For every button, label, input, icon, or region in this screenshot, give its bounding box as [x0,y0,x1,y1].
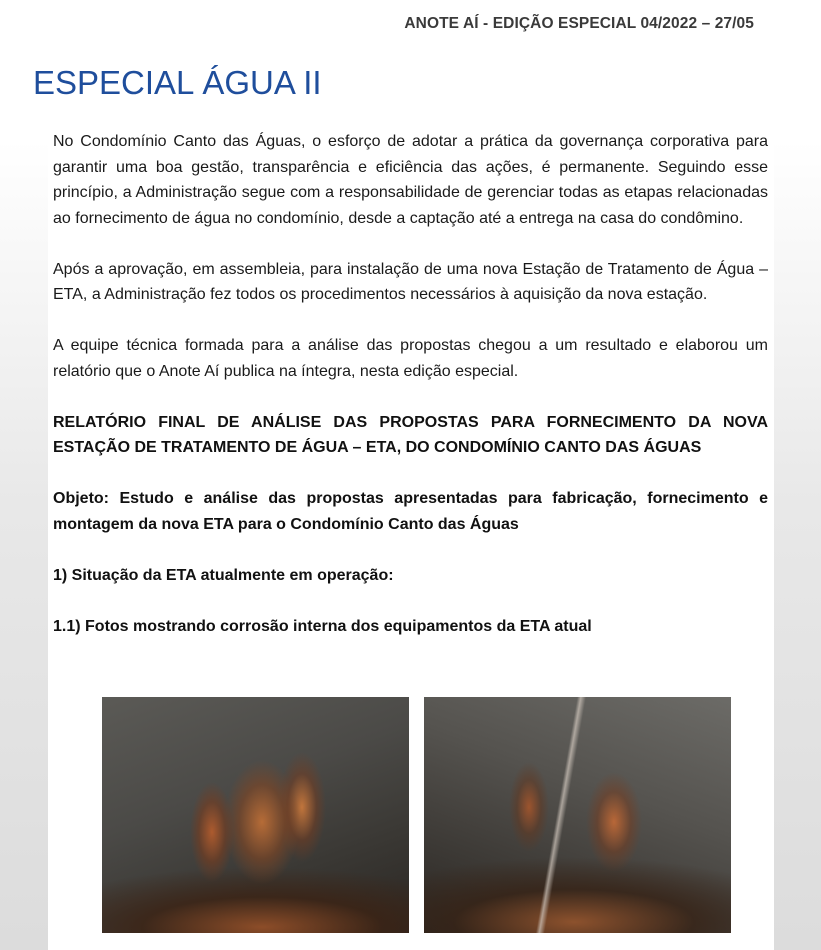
corrosion-photos [102,697,731,933]
page-title: ESPECIAL ÁGUA II [33,64,322,101]
intro-paragraph-3: A equipe técnica formada para a análise das propostas chegou a um resultado e elaborou um relatório que o Anote Aí publica na íntegra, nesta edição especial. [53,337,768,380]
section-heading-1-1: 1.1) Fotos mostrando corrosão interna dos equipamentos da ETA atual [53,617,592,635]
corrosion-photo-2 [424,697,731,933]
document-body [53,129,768,665]
report-objective: Objeto: Estudo e análise das propostas apresentadas para fabricação, fornecimento e montagem da nova ETA para o Condomínio Canto das Águas [53,490,768,533]
corrosion-photo-1 [102,697,409,933]
section-heading-1: 1) Situação da ETA atualmente em operação: [53,566,394,584]
intro-paragraph-1: No Condomínio Canto das Águas, o esforço de adotar a prática da governança corporativa para garantir uma boa gestão, transparência e eficiência das ações, é permanente. Seguindo esse princípio, a Administração segue com a responsabilidade de gerenciar todas as etapas relacionadas ao fornecimento de água no condomínio, desde a captação até a entrega na casa do condômino. [53,133,768,227]
report-title: RELATÓRIO FINAL DE ANÁLISE DAS PROPOSTAS PARA FORNECIMENTO DA NOVA ESTAÇÃO DE TRATAMENTO DE ÁGUA – ETA, DO CONDOMÍNIO CANTO DAS ÁGUAS [53,413,768,456]
intro-paragraph-2: Após a aprovação, em assembleia, para instalação de uma nova Estação de Tratamento de Água – ETA, a Administração fez todos os procedimentos necessários à aquisição da nova estação. [53,260,768,303]
edition-header: ANOTE AÍ - EDIÇÃO ESPECIAL 04/2022 – 27/05 [404,15,754,32]
